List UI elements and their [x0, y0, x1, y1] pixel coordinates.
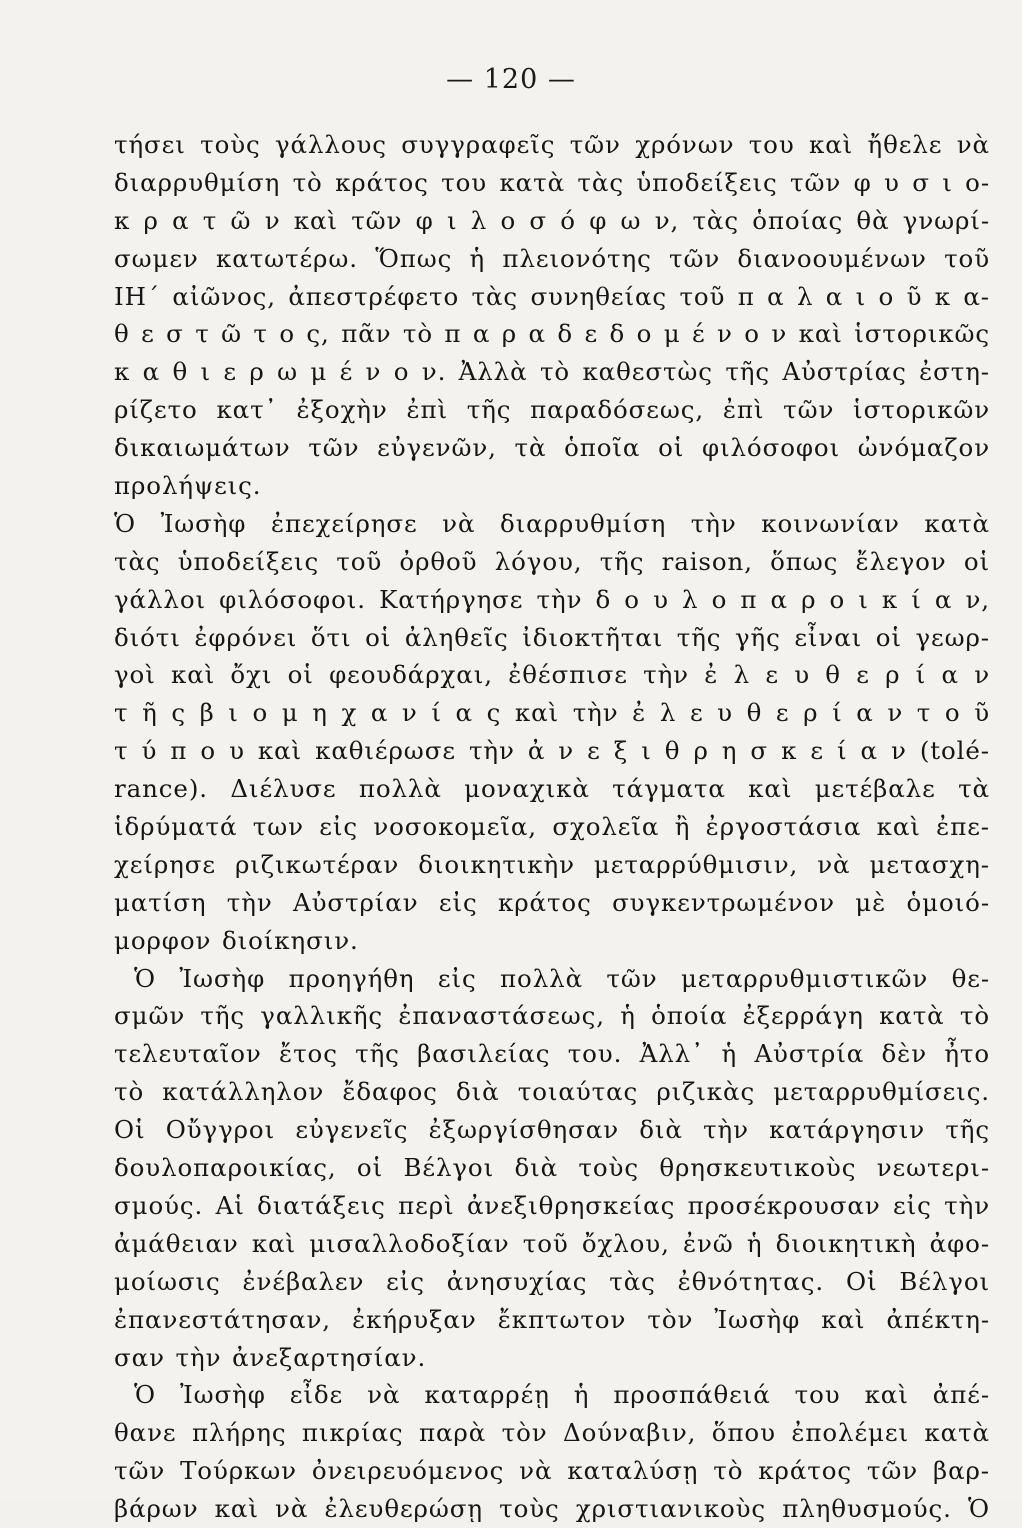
text-line: χείρησε ριζικωτέραν διοικητικὴν μεταρρύθμισιν, νὰ μετασχη-: [114, 849, 990, 879]
text-line: θανε πλήρης πικρίας παρὰ τὸν Δούναβιν, ὅπου ἐπολέμει κατὰ: [114, 1418, 990, 1448]
text-line: διότι ἐφρόνει ὅτι οἱ ἀληθεῖς ἰδιοκτῆται τῆς γῆς εἶναι οἱ γεωρ-: [114, 622, 990, 652]
text-line: τ ῆ ς β ι ο μ η χ α ν ί α ς καὶ τὴν ἐ λ ε υ θ ε ρ ί α ν τ ο ῦ: [114, 698, 990, 728]
text-line: θ ε σ τ ῶ τ ο ς, πᾶν τὸ π α ρ α δ ε δ ο μ έ ν ο ν καὶ ἱστορικῶς: [114, 319, 990, 349]
text-line: ΙΗ΄ αἰῶνος, ἀπεστρέφετο τὰς συνηθείας τοῦ π α λ α ι ο ῦ κ α-: [114, 281, 990, 311]
text-line: διαρρυθμίση τὸ κράτος του κατὰ τὰς ὑποδείξεις τῶν φ υ σ ι ο-: [114, 167, 990, 197]
text-line: σαν τὴν ἀνεξαρτησίαν.: [114, 1342, 427, 1372]
text-line: γάλλοι φιλόσοφοι. Κατήργησε τὴν δ ο υ λ ο π α ρ ο ι κ ί α ν,: [114, 584, 990, 614]
text-line: ἱδρύματά των εἰς νοσοκομεῖα, σχολεῖα ἢ ἐργοστάσια καὶ ἐπε-: [114, 812, 990, 842]
text-line: δουλοπαροικίας, οἱ Βέλγοι διὰ τοὺς θρησκευτικοὺς νεωτερι-: [114, 1153, 990, 1183]
text-line: Ὁ Ἰωσὴφ εἶδε νὰ καταρρέῃ ἡ προσπάθειά του καὶ ἀπέ-: [134, 1380, 990, 1410]
text-line: ἀμάθειαν καὶ μισαλλοδοξίαν τοῦ ὄχλου, ἐνῶ ἡ διοικητικὴ ἀφο-: [114, 1228, 990, 1258]
text-line: βάρων καὶ νὰ ἐλευθερώσῃ τοὺς χριστιανικοὺς πληθυσμούς. Ὁ: [114, 1494, 990, 1524]
text-line: τήσει τοὺς γάλλους συγγραφεῖς τῶν χρόνων του καὶ ἤθελε νὰ: [114, 130, 990, 159]
text-line: γοὶ καὶ ὄχι οἱ φεουδάρχαι, ἐθέσπισε τὴν ἐ λ ε υ θ ε ρ ί α ν: [114, 660, 990, 690]
text-line: ρίζετο κατ᾽ ἐξοχὴν ἐπὶ τῆς παραδόσεως, ἐπὶ τῶν ἱστορικῶν: [114, 395, 990, 425]
text-line: ἐπανεστάτησαν, ἐκήρυξαν ἔκπτωτον τὸν Ἰωσὴφ καὶ ἀπέκτη-: [114, 1304, 990, 1334]
text-line: μοίωσις ἐνέβαλεν εἰς ἀνησυχίας τὰς ἐθνότητας. Οἱ Βέλγοι: [114, 1266, 990, 1296]
text-line: rance). Διέλυσε πολλὰ μοναχικὰ τάγματα καὶ μετέβαλε τὰ: [114, 774, 990, 804]
text-line: Ὁ Ἰωσὴφ ἐπεχείρησε νὰ διαρρυθμίση τὴν κοινωνίαν κατὰ: [114, 508, 990, 538]
text-line: κ ρ α τ ῶ ν καὶ τῶν φ ι λ ο σ ό φ ω ν, τὰς ὁποίας θὰ γνωρί-: [114, 205, 990, 235]
text-line: τὰς ὑποδείξεις τοῦ ὀρθοῦ λόγου, τῆς raison, ὅπως ἔλεγον οἱ: [114, 546, 990, 576]
text-line: Οἱ Οὔγγροι εὐγενεῖς ἐξωργίσθησαν διὰ τὴν κατάργησιν τῆς: [114, 1115, 990, 1145]
text-line: τῶν Τούρκων ὀνειρευόμενος νὰ καταλύσῃ τὸ κράτος τῶν βαρ-: [114, 1456, 990, 1486]
text-line: σωμεν κατωτέρω. Ὅπως ἡ πλειονότης τῶν διανοουμένων τοῦ: [114, 243, 990, 273]
text-line: μορφον διοίκησιν.: [114, 925, 359, 955]
text-line: τελευταῖον ἔτος τῆς βασιλείας του. Ἀλλ᾽ ἡ Αὐστρία δὲν ἦτο: [114, 1039, 990, 1069]
text-line: ματίση τὴν Αὐστρίαν εἰς κράτος συγκεντρωμένον μὲ ὁμοιό-: [114, 887, 990, 917]
page-number: — 120 —: [446, 64, 576, 95]
text-line: κ α θ ι ε ρ ω μ έ ν ο ν. Ἀλλὰ τὸ καθεστὼς τῆς Αὐστρίας ἐστη-: [114, 357, 990, 387]
text-line: σμούς. Αἱ διατάξεις περὶ ἀνεξιθρησκείας προσέκρουσαν εἰς τὴν: [114, 1190, 990, 1220]
text-line: Ὁ Ἰωσὴφ προηγήθη εἰς πολλὰ τῶν μεταρρυθμιστικῶν θε-: [134, 963, 990, 993]
text-line: προλήψεις.: [114, 471, 262, 501]
text-line: δικαιωμάτων τῶν εὐγενῶν, τὰ ὁποῖα οἱ φιλόσοφοι ὠνόμαζον: [114, 433, 990, 463]
text-line: τ ύ π ο υ καὶ καθιέρωσε τὴν ἀ ν ε ξ ι θ ρ η σ κ ε ί α ν (tolé-: [114, 736, 990, 766]
text-line: σμῶν τῆς γαλλικῆς ἐπαναστάσεως, ἡ ὁποία ἐξερράγη κατὰ τὸ: [114, 1001, 990, 1031]
body-text: [114, 126, 990, 1528]
text-line: τὸ κατάλληλον ἔδαφος διὰ τοιαύτας ριζικὰς μεταρρυθμίσεις.: [114, 1077, 990, 1107]
